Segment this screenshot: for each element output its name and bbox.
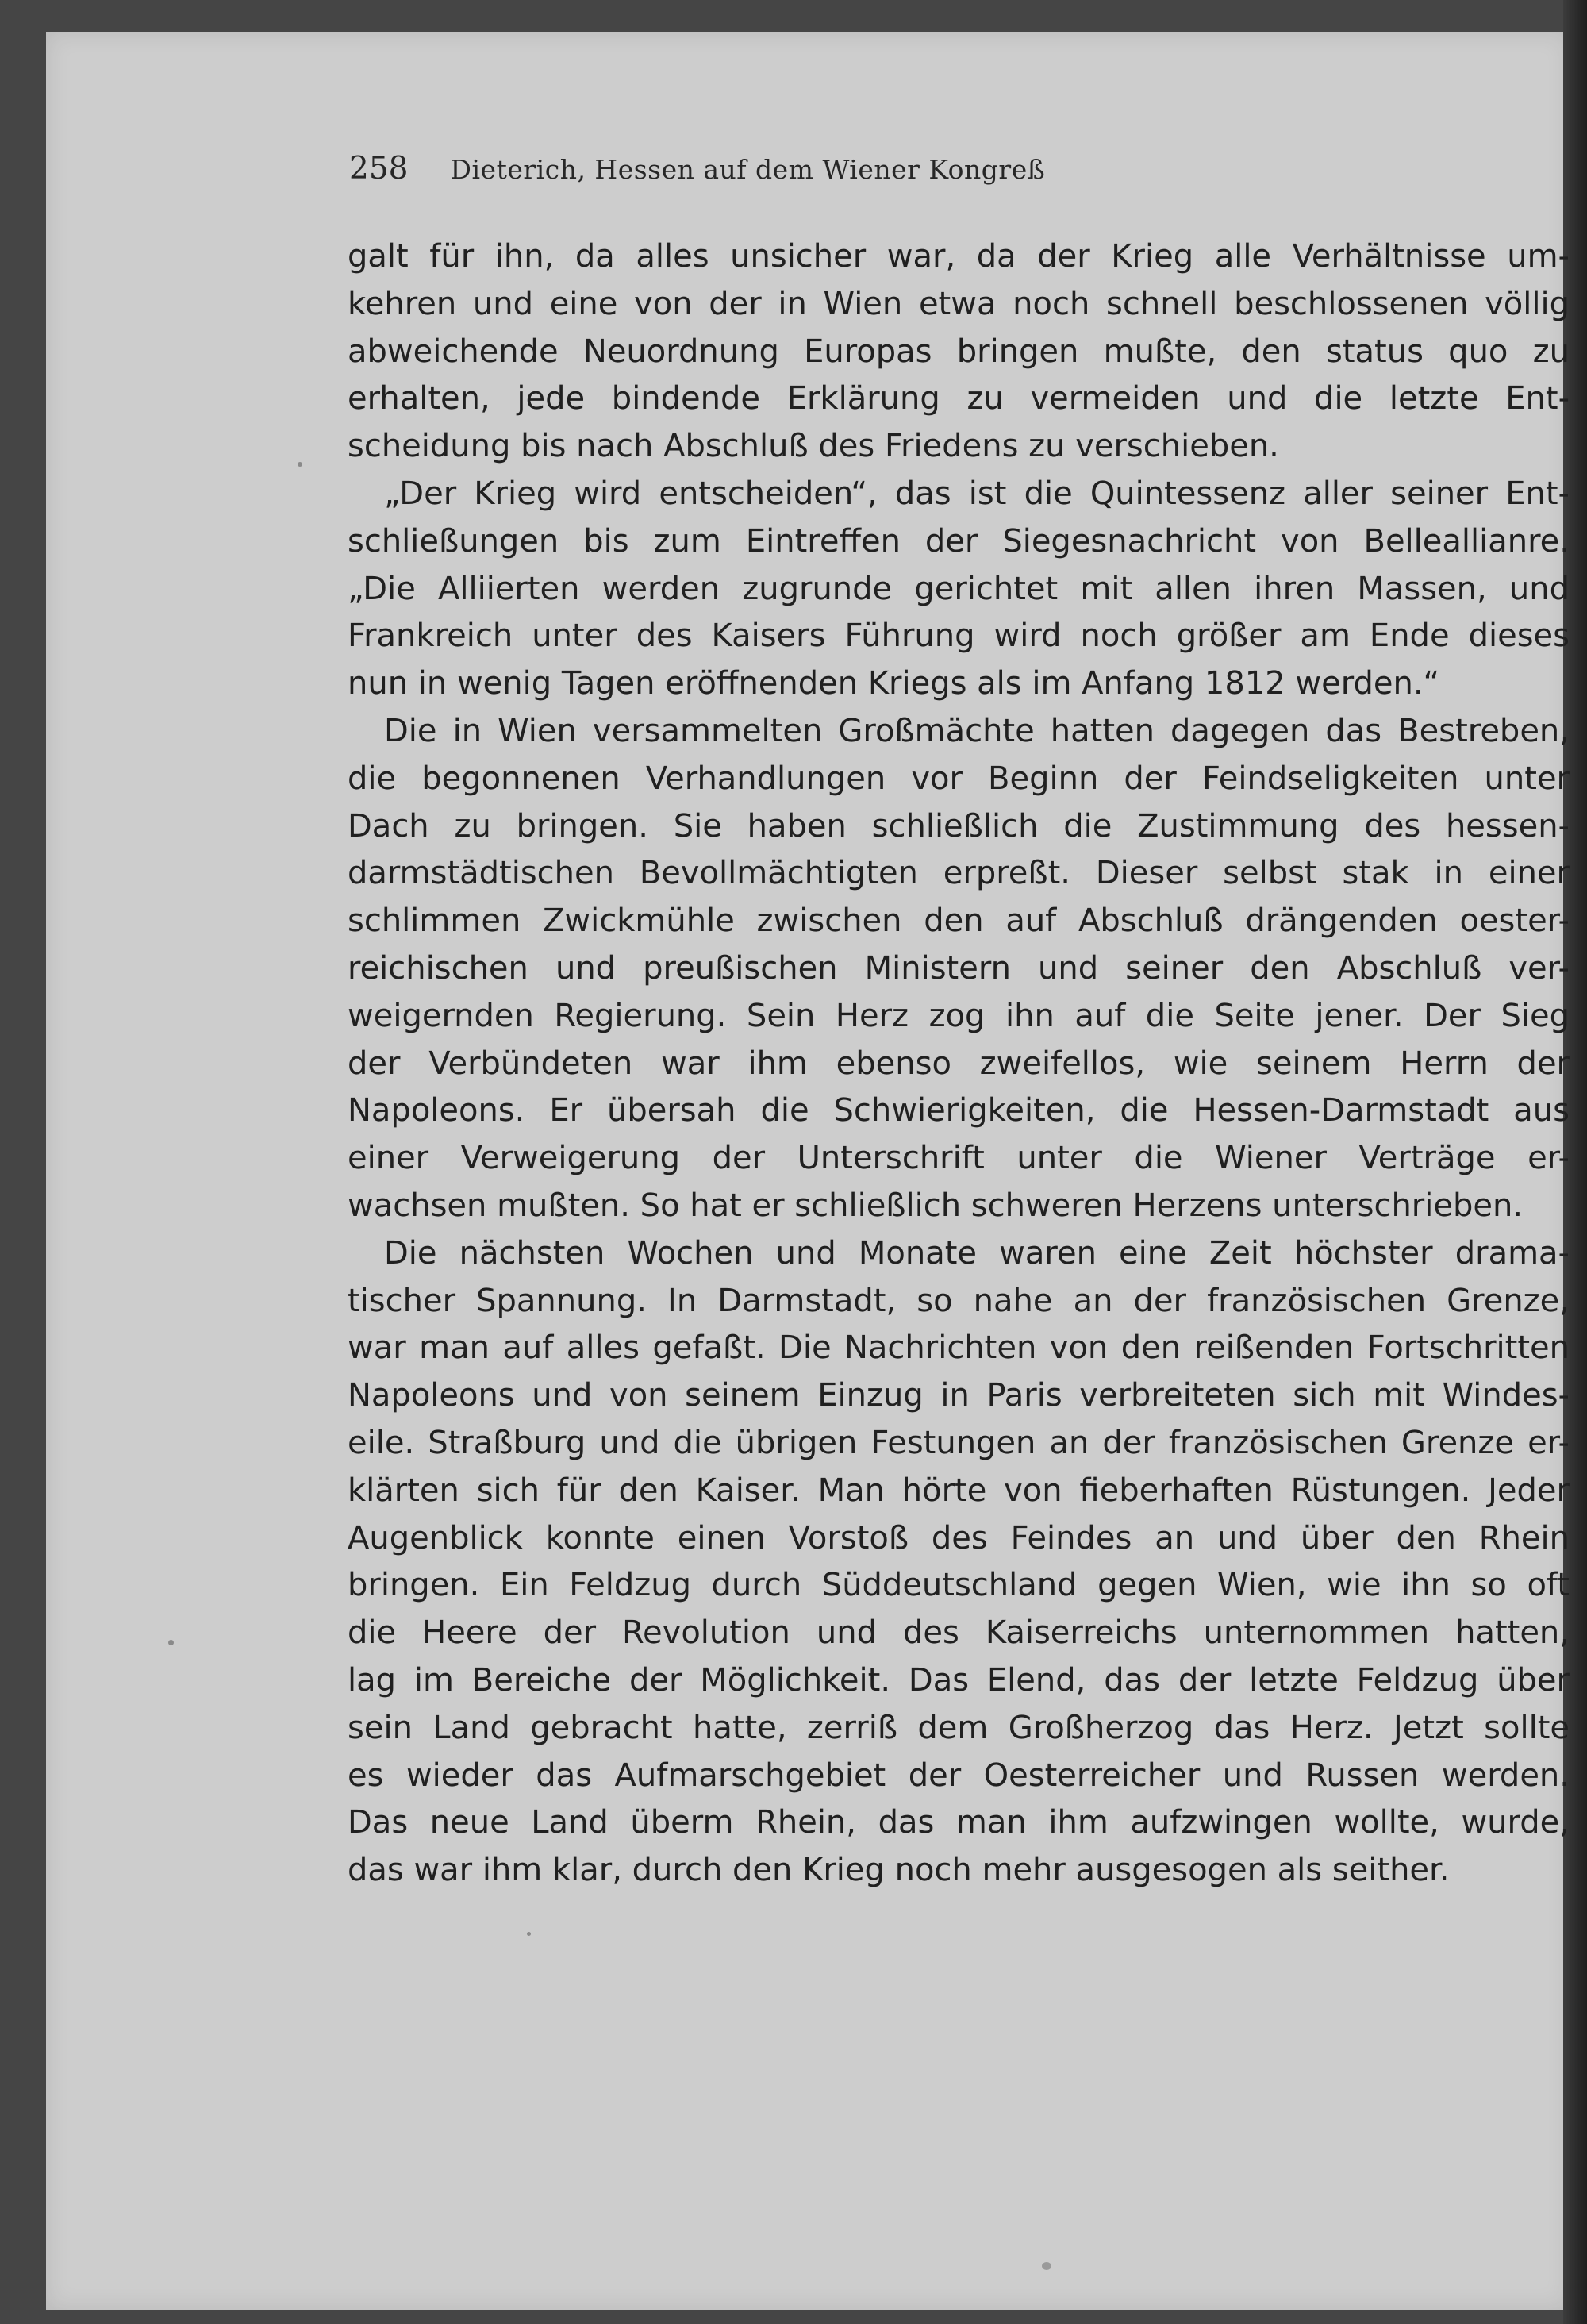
text-line: weigernden Regierung. Sein Herz zog ihn auf die Seite jener. Der Sieg bbox=[348, 997, 1570, 1034]
text-line: klärten sich für den Kaiser. Man hörte von fieberhaften Rüstungen. Jeder bbox=[348, 1472, 1570, 1509]
text-line: „Die Alliierten werden zugrunde gerichtet mit allen ihren Massen, und bbox=[348, 570, 1570, 607]
text-line: „Der Krieg wird entscheiden“, das ist die Quintessenz aller seiner Ent- bbox=[384, 475, 1570, 512]
text-line: darmstädtischen Bevollmächtigten erpreßt. Dieser selbst stak in einer bbox=[348, 855, 1570, 892]
text-line: schließungen bis zum Eintreffen der Siegesnachricht von Belleallianre. bbox=[348, 522, 1570, 560]
paragraph-4 bbox=[348, 1230, 1570, 1895]
text-line: es wieder das Aufmarschgebiet der Oesterreicher und Russen werden. bbox=[348, 1756, 1570, 1794]
text-line: schlimmen Zwickmühle zwischen den auf Abschluß drängenden oester- bbox=[348, 902, 1570, 940]
text-line: die Heere der Revolution und des Kaiserreichs unternommen hatten, bbox=[348, 1614, 1570, 1652]
paragraph-3 bbox=[348, 708, 1570, 1230]
text-line: eile. Straßburg und die übrigen Festungen an der französischen Grenze er- bbox=[348, 1424, 1570, 1461]
text-line: lag im Bereiche der Möglichkeit. Das Elend, das der letzte Feldzug über bbox=[348, 1661, 1570, 1699]
page-number: 258 bbox=[349, 151, 409, 187]
text-line: die begonnenen Verhandlungen vor Beginn der Feindseligkeiten unter bbox=[348, 760, 1570, 797]
text-line: nun in wenig Tagen eröffnenden Kriegs als im Anfang 1812 werden.“ bbox=[348, 665, 1440, 702]
text-line: Napoleons. Er übersah die Schwierigkeiten, die Hessen-Darmstadt aus bbox=[348, 1092, 1570, 1129]
paragraph-2 bbox=[348, 471, 1570, 708]
running-title: Dieterich, Hessen auf dem Wiener Kongreß bbox=[450, 154, 1046, 185]
text-line: Frankreich unter des Kaisers Führung wird noch größer am Ende dieses bbox=[348, 618, 1570, 655]
text-line: Die nächsten Wochen und Monate waren eine Zeit höchster drama- bbox=[384, 1234, 1570, 1272]
text-line: scheidung bis nach Abschluß des Friedens zu verschieben. bbox=[348, 428, 1279, 465]
text-line: bringen. Ein Feldzug durch Süddeutschland gegen Wien, wie ihn so oft bbox=[348, 1567, 1570, 1604]
paragraph-1 bbox=[348, 233, 1570, 471]
text-line: reichischen und preußischen Ministern und seiner den Abschluß ver- bbox=[348, 949, 1570, 987]
text-line: erhalten, jede bindende Erklärung zu vermeiden und die letzte Ent- bbox=[348, 380, 1570, 417]
text-line: Napoleons und von seinem Einzug in Paris verbreiteten sich mit Windes- bbox=[348, 1377, 1570, 1414]
page-header bbox=[349, 151, 1571, 198]
text-line: der Verbündeten war ihm ebenso zweifellos, wie seinem Herrn der bbox=[348, 1045, 1570, 1082]
scan-speck bbox=[527, 1932, 531, 1936]
text-line: kehren und eine von der in Wien etwa noch schnell beschlossenen völlig bbox=[348, 285, 1570, 322]
text-line: Dach zu bringen. Sie haben schließlich die Zustimmung des hessen- bbox=[348, 807, 1570, 845]
text-line: das war ihm klar, durch den Krieg noch mehr ausgesogen als seither. bbox=[348, 1852, 1450, 1889]
text-line: abweichende Neuordnung Europas bringen mußte, den status quo zu bbox=[348, 333, 1570, 370]
text-line: Das neue Land überm Rhein, das man ihm aufzwingen wollte, wurde, bbox=[348, 1804, 1570, 1841]
text-line: galt für ihn, da alles unsicher war, da der Krieg alle Verhältnisse um- bbox=[348, 238, 1570, 275]
scan-speck bbox=[298, 462, 302, 467]
text-line: einer Verweigerung der Unterschrift unter die Wiener Verträge er- bbox=[348, 1140, 1570, 1177]
text-line: tischer Spannung. In Darmstadt, so nahe an der französischen Grenze, bbox=[348, 1282, 1570, 1319]
text-line: Augenblick konnte einen Vorstoß des Feindes an und über den Rhein bbox=[348, 1519, 1570, 1556]
text-line: war man auf alles gefaßt. Die Nachrichten von den reißenden Fortschritten bbox=[348, 1329, 1570, 1367]
body-text bbox=[348, 233, 1570, 1895]
scan-speck bbox=[168, 1640, 174, 1645]
scan-speck bbox=[1042, 2262, 1051, 2270]
text-line: Die in Wien versammelten Großmächte hatten dagegen das Bestreben, bbox=[384, 712, 1570, 749]
text-line: sein Land gebracht hatte, zerriß dem Großherzog das Herz. Jetzt sollte bbox=[348, 1709, 1570, 1746]
text-line: wachsen mußten. So hat er schließlich schweren Herzens unterschrieben. bbox=[348, 1187, 1524, 1224]
